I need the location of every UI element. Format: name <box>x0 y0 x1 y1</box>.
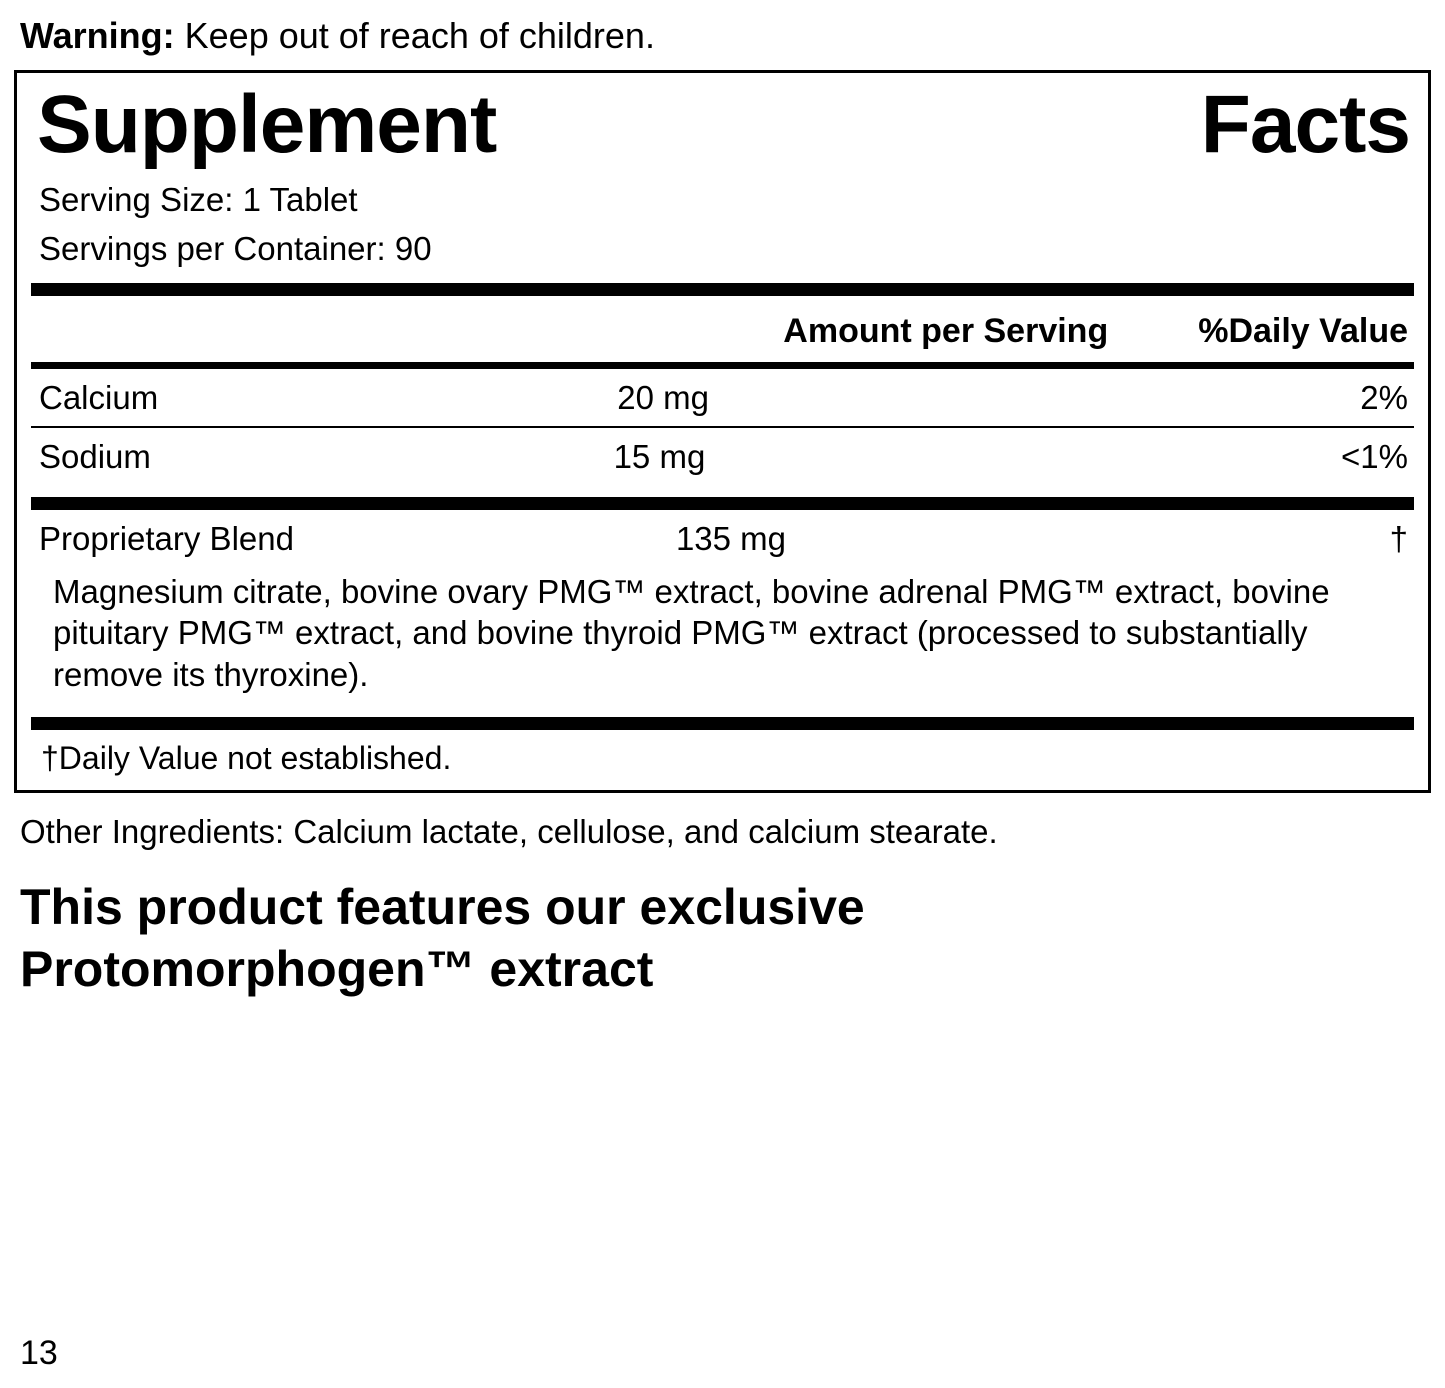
blend-description: Magnesium citrate, bovine ovary PMG™ extract, bovine adrenal PMG™ extract, bovine pituitary PMG™ extract, and bovine thyroid PMG™ extract (processed to substantially remove its thyroxine). <box>53 572 1330 693</box>
header-daily-value: %Daily Value <box>1198 311 1408 350</box>
divider-below-blend <box>31 717 1414 730</box>
supplement-facts-panel <box>14 70 1431 793</box>
table-row <box>31 428 1414 485</box>
servings-per-container: Servings per Container: 90 <box>39 230 432 268</box>
header-amount-per-serving: Amount per Serving <box>783 311 1109 350</box>
table-row <box>31 369 1414 426</box>
nutrient-name: Sodium <box>39 437 151 475</box>
nutrient-amount: 20 mg <box>617 378 709 416</box>
panel-title <box>31 73 1414 172</box>
feature-line-1: This product features our exclusive <box>20 879 865 936</box>
divider-above-blend <box>31 497 1414 510</box>
panel-title-word-facts: Facts <box>1200 79 1410 170</box>
blend-name: Proprietary Blend <box>39 519 294 557</box>
column-headers <box>31 296 1414 362</box>
table-row-proprietary-blend <box>31 510 1414 567</box>
daily-value-footnote: †Daily Value not established. <box>41 740 452 777</box>
page-number: 13 <box>20 1334 58 1372</box>
nutrient-daily-value: <1% <box>1341 437 1408 475</box>
panel-title-word-supplement: Supplement <box>37 79 497 170</box>
warning-label: Warning: <box>20 15 175 56</box>
divider-thick-top <box>31 283 1414 296</box>
other-ingredients: Other Ingredients: Calcium lactate, cellulose, and calcium stearate. <box>20 813 998 851</box>
nutrient-daily-value: 2% <box>1360 378 1408 416</box>
serving-size: Serving Size: 1 Tablet <box>39 180 358 218</box>
blend-daily-value: † <box>1389 519 1408 557</box>
nutrient-name: Calcium <box>39 378 159 416</box>
feature-line-2: Protomorphogen™ extract <box>20 941 654 998</box>
divider-under-headers <box>31 362 1414 369</box>
blend-amount: 135 mg <box>675 519 787 557</box>
feature-callout <box>14 848 1431 1000</box>
warning-text: Keep out of reach of children. <box>174 15 655 56</box>
warning-line <box>14 0 1431 70</box>
nutrient-amount: 15 mg <box>613 437 706 475</box>
